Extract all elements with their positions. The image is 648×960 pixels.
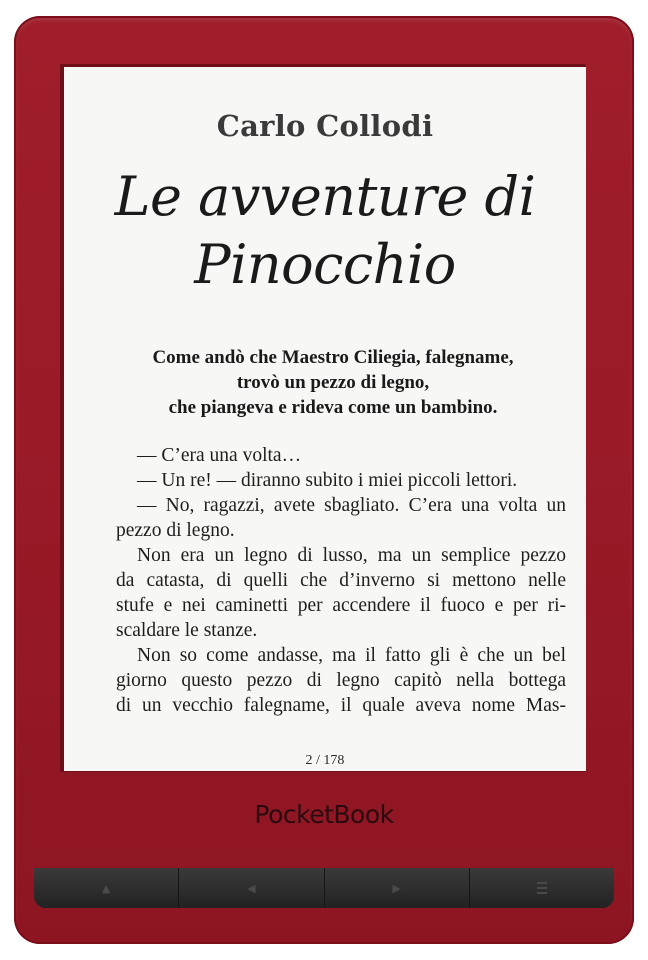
home-button[interactable]	[34, 868, 179, 908]
body-text	[116, 443, 566, 718]
text-line: da catasta, di quelli che d’inverno si mettono nelle	[116, 570, 566, 591]
brand-logo: PocketBook	[254, 800, 394, 829]
text-line: — C’era una volta…	[137, 445, 302, 466]
text-line: — No, ragazzi, avete sbagliato. C’era una volta un	[137, 495, 566, 516]
text-line: giorno questo pezzo di legno capitò nella bottega	[116, 670, 566, 691]
book-title-line-1: Le avventure di	[114, 165, 536, 228]
prev-page-button[interactable]	[179, 868, 324, 908]
menu-button[interactable]	[470, 868, 614, 908]
home-icon: ▲	[101, 881, 111, 895]
chapter-heading-line: Come andò che Maestro Ciliegia, falegname,	[152, 347, 514, 368]
page-indicator: 2 / 178	[305, 753, 345, 768]
next-page-icon: ▶	[392, 881, 401, 895]
next-page-button[interactable]	[325, 868, 470, 908]
text-line: Non era un legno di lusso, ma un semplice pezzo	[137, 545, 566, 566]
chapter-heading-line: che piangeva e rideva come un bambino.	[168, 397, 498, 418]
book-title	[64, 163, 586, 299]
chapter-heading-line: trovò un pezzo di legno,	[236, 372, 430, 393]
text-line: scaldare le stanze.	[116, 620, 258, 641]
text-line: pezzo di legno.	[116, 520, 235, 541]
text-line: stufe e nei caminetti per accendere il fuoco e per ri-	[116, 595, 566, 616]
hardware-button-bar	[34, 868, 614, 908]
text-line: di un vecchio falegname, il quale aveva nome Mas-	[116, 695, 566, 716]
menu-icon	[537, 882, 547, 894]
text-line: Non so come andasse, ma il fatto gli è che un bel	[137, 645, 566, 666]
book-title-line-2: Pinocchio	[194, 233, 456, 296]
text-line: — Un re! — diranno subito i miei piccoli lettori.	[137, 470, 518, 491]
prev-page-icon: ◀	[247, 881, 256, 895]
ereader-device	[14, 16, 634, 944]
book-author: Carlo Collodi	[216, 109, 434, 143]
chapter-heading	[94, 345, 572, 420]
reader-screen[interactable]	[64, 67, 586, 771]
